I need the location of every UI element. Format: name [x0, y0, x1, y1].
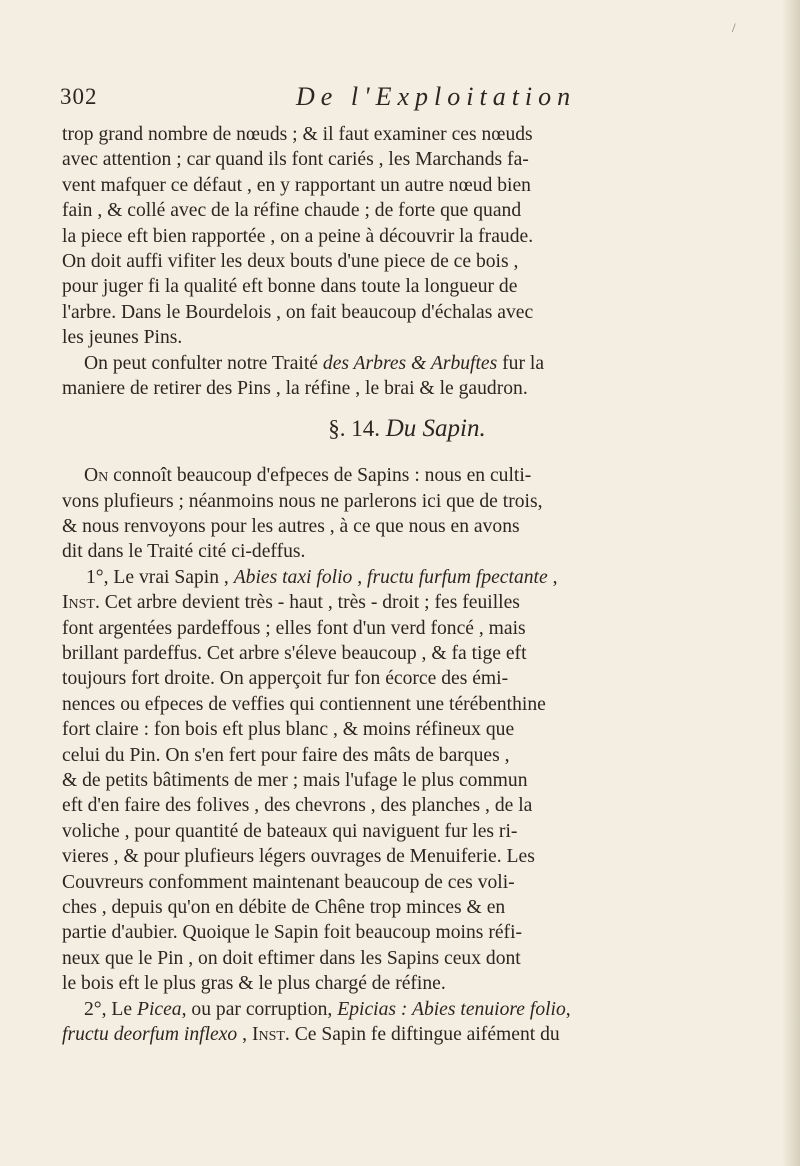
text-line: On doit auffi vifiter les deux bouts d'une piece de ce bois ,	[62, 250, 519, 272]
text-run: connoît beaucoup d'efpeces de Sapins : nous en culti-	[108, 465, 532, 487]
text-run: , ou par corruption,	[181, 998, 338, 1020]
abbreviation: Inst.	[251, 1023, 290, 1045]
text-line: voliche , pour quantité de bateaux qui naviguent fur les ri-	[62, 820, 518, 842]
text-line: celui du Pin. On s'en fert pour faire des mâts de barques ,	[62, 744, 510, 766]
text-line	[62, 997, 752, 1022]
body-text	[62, 122, 752, 1047]
page-header	[60, 82, 750, 116]
text-line	[62, 351, 752, 376]
latin-name: Picea	[137, 998, 182, 1020]
paragraph-2	[62, 351, 752, 402]
text-run: ,	[565, 998, 571, 1020]
book-title-reference: des Arbres & Arbuftes	[322, 352, 498, 374]
page-edge-shadow	[782, 0, 800, 1166]
text-line	[62, 590, 752, 615]
latin-name: Abies taxi folio , fructu furfum fpectante	[233, 566, 548, 588]
text-line: neux que le Pin , on doit eftimer dans les Sapins ceux dont	[62, 947, 521, 969]
text-run: Ce Sapin fe diftingue aifément du	[289, 1023, 560, 1045]
text-line: vons plufieurs ; néanmoins nous ne parlerons ici que de trois,	[62, 490, 543, 512]
latin-name: fructu deorfum inflexo	[62, 1023, 238, 1045]
text-line: ches , depuis qu'on en débite de Chêne trop minces & en	[62, 896, 506, 918]
section-heading	[62, 407, 752, 451]
section-number: §. 14.	[328, 416, 380, 442]
text-line: fort claire : fon bois eft plus blanc , & moins réfineux que	[62, 719, 515, 741]
corner-mark: /	[732, 20, 736, 35]
text-line: trop grand nombre de nœuds ; & il faut examiner ces nœuds	[62, 124, 533, 145]
text-line: & nous renvoyons pour les autres , à ce que nous en avons	[62, 516, 520, 538]
text-run: ,	[547, 566, 558, 588]
text-line: toujours fort droite. On apperçoit fur fon écorce des émi-	[62, 668, 509, 690]
section-title: Du Sapin.	[385, 415, 486, 443]
text-line: vent mafquer ce défaut , en y rapportant un autre nœud bien	[62, 174, 531, 196]
text-run: On peut confulter notre Traité	[84, 352, 323, 374]
text-line: fain , & collé avec de la réfine chaude ; de forte que quand	[62, 200, 522, 222]
text-run: fur la	[497, 352, 545, 374]
running-title: De l'Exploitation	[296, 82, 577, 111]
paragraph-4	[62, 565, 752, 997]
text-line: avec attention ; car quand ils font cariés , les Marchands fa-	[62, 149, 529, 171]
text-line: maniere de retirer des Pins , la réfine , le brai & le gaudron.	[62, 377, 528, 399]
abbreviation: Inst.	[62, 592, 100, 614]
text-line: font argentées pardeffous ; elles font d'un verd foncé , mais	[62, 617, 526, 639]
text-line: les jeunes Pins.	[62, 327, 183, 349]
text-line: brillant pardeffus. Cet arbre s'éleve beaucoup , & fa tige eft	[62, 643, 527, 665]
text-line: & de petits bâtiments de mer ; mais l'ufage le plus commun	[62, 769, 528, 791]
text-line: vieres , & pour plufieurs légers ouvrages de Menuiferie. Les	[62, 846, 535, 868]
latin-name: Epicias : Abies tenuiore folio	[337, 998, 566, 1020]
text-line: pour juger fi la qualité eft bonne dans toute la longueur de	[62, 276, 518, 298]
paragraph-5	[62, 997, 752, 1048]
text-line: la piece eft bien rapportée , on a peine à découvrir la fraude.	[62, 225, 534, 247]
text-run: Cet arbre devient très - haut , très - droit ; fes feuilles	[99, 592, 520, 614]
text-line: l'arbre. Dans le Bourdelois , on fait beaucoup d'échalas avec	[62, 301, 534, 323]
text-line	[62, 565, 752, 590]
text-line: dit dans le Traité cité ci-deffus.	[62, 541, 306, 563]
text-run: 2°, Le	[84, 998, 137, 1020]
text-line: Couvreurs confomment maintenant beaucoup de ces voli-	[62, 871, 515, 893]
text-line	[62, 1022, 752, 1047]
text-line: eft d'en faire des folives , des chevrons , des planches , de la	[62, 795, 533, 817]
text-line: nences ou efpeces de veffies qui contiennent une térébenthine	[62, 693, 546, 715]
paragraph-1	[62, 122, 752, 351]
lead-word: On	[84, 465, 109, 487]
paragraph-3	[62, 463, 752, 565]
text-line	[62, 463, 752, 488]
text-line: partie d'aubier. Quoique le Sapin foit beaucoup moins réfi-	[62, 922, 523, 944]
text-line: le bois eft le plus gras & le plus chargé de réfine.	[62, 973, 446, 995]
page-number: 302	[60, 84, 98, 109]
text-run: ,	[237, 1023, 252, 1045]
text-run: 1°, Le vrai Sapin ,	[86, 566, 234, 588]
